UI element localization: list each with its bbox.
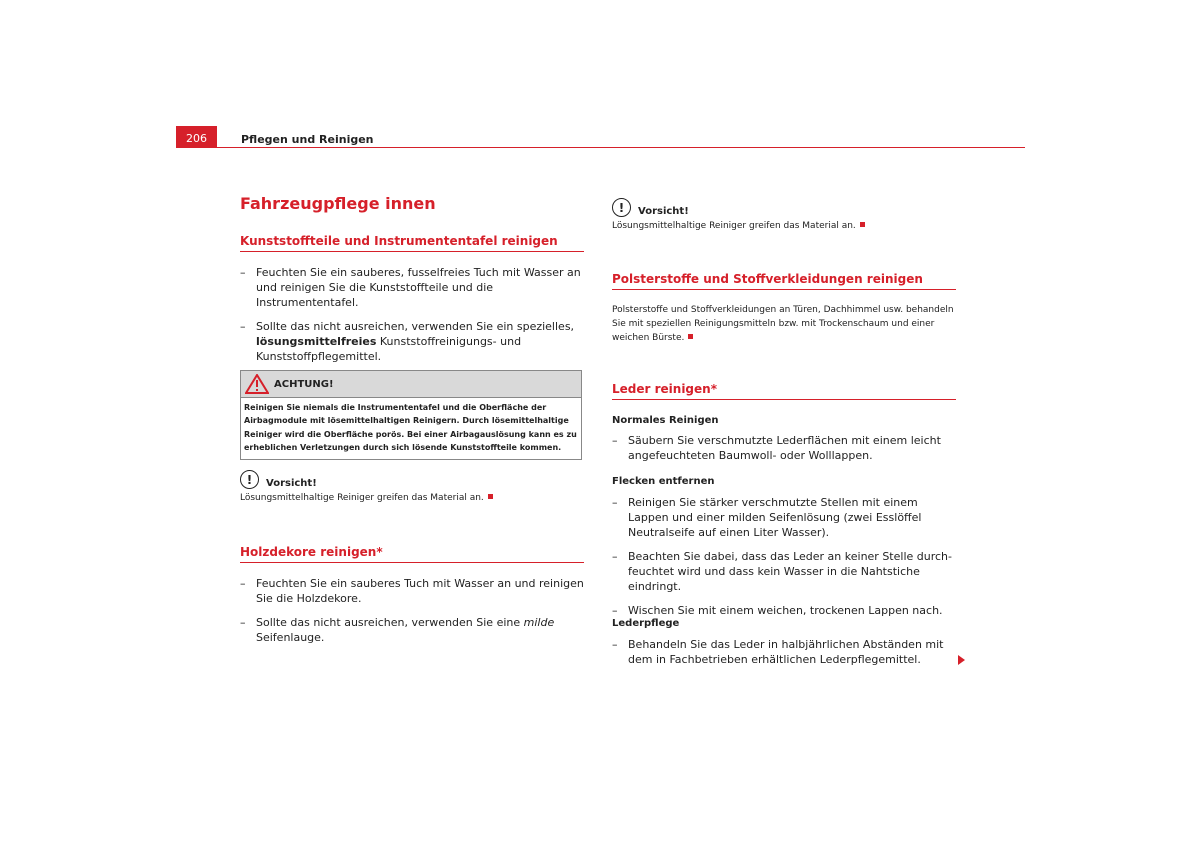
- end-square-icon: [488, 494, 493, 499]
- warning-label: ACHTUNG!: [274, 378, 334, 390]
- list-dash: –: [240, 320, 246, 333]
- running-title: Pflegen und Reinigen: [241, 133, 374, 146]
- subheading-normal: Normales Reinigen: [612, 415, 719, 426]
- caution-text-line: [240, 491, 584, 505]
- list-dash: –: [240, 616, 246, 629]
- warning-triangle-icon: [245, 374, 269, 394]
- list-dash: –: [612, 638, 618, 651]
- list-item-text: Sollte das nicht ausreichen, verwenden Sie eine: [256, 616, 521, 629]
- polster-text: Polsterstoffe und Stoffverkleidungen an Türen, Dachhimmel usw. behandeln Sie mit speziellen Reinigungsmitteln bzw. mit Trockenschaum und einer weichen Bürste.: [612, 305, 954, 343]
- list-dash: –: [240, 266, 246, 279]
- list-item-text: Feuchten Sie ein sauberes Tuch mit Wasser an und reinigen Sie die Holzdekore.: [256, 577, 584, 605]
- holz-list: [240, 576, 584, 645]
- list-dash: –: [612, 604, 618, 617]
- section-title-kunststoff: Kunststoffteile und Instrumententafel reinigen: [240, 234, 584, 252]
- list-item-text: Kunststoffreinigungs- und Kunststoffpflegemittel.: [256, 335, 522, 363]
- exclamation-circle-icon: !: [240, 470, 259, 489]
- list-item: [240, 576, 584, 606]
- caution-header: [612, 198, 956, 217]
- list-item: [612, 549, 956, 594]
- warning-text: Reinigen Sie niemals die Instrumententafel und die Oberfläche der Airbagmodule mit lösemittelhaltigen Reinigern. Durch lösemittelhaltige Reiniger wird die Oberfläche porös. Bei einer Airbagauslösung kann es zu erheblichen Verletzungen durch sich lösende Kunststoffteile kommen.: [244, 403, 577, 453]
- caution-label: Vorsicht!: [638, 206, 689, 217]
- section-title-holz: Holzdekore reinigen*: [240, 545, 584, 563]
- pflege-list: [612, 637, 956, 667]
- warning-box: [240, 370, 582, 460]
- list-item: [612, 495, 956, 540]
- list-item-text: Wischen Sie mit einem weichen, trockenen Lappen nach.: [628, 604, 943, 617]
- list-item: [612, 433, 956, 463]
- end-square-icon: [688, 334, 693, 339]
- section-title-polster: Polsterstoffe und Stoffverkleidungen reinigen: [612, 272, 956, 290]
- list-dash: –: [612, 434, 618, 447]
- flecken-list: [612, 495, 956, 618]
- next-page-arrow-icon: [958, 655, 965, 665]
- list-item-text: Behandeln Sie das Leder in halbjährlichen Abständen mit dem in Fachbetrieben erhältlichen Lederpflegemittel.: [628, 638, 944, 666]
- list-item-text: Reinigen Sie stärker verschmutzte Stellen mit einem Lappen und einer milden Seifenlösung (zwei Esslöffel Neutralseife auf einen Liter Wasser).: [628, 496, 922, 539]
- main-title: Fahrzeugpflege innen: [240, 194, 436, 213]
- caution-label: Vorsicht!: [266, 478, 317, 489]
- list-item: [240, 319, 584, 364]
- kunststoff-list: [240, 265, 584, 364]
- list-item-text: Säubern Sie verschmutzte Lederflächen mit einem leicht angefeuchteten Baumwoll- oder Wolllappen.: [628, 434, 941, 462]
- exclamation-circle-icon: !: [612, 198, 631, 217]
- caution-text-line: [612, 219, 956, 233]
- list-item-text: Sollte das nicht ausreichen, verwenden Sie ein spezielles,: [256, 320, 575, 333]
- list-item: [612, 637, 956, 667]
- list-item-text: Feuchten Sie ein sauberes, fusselfreies Tuch mit Wasser an und reinigen Sie die Kunststoffteile und die Instrumententafel.: [256, 266, 581, 309]
- subheading-flecken: Flecken entfernen: [612, 476, 715, 487]
- list-item: [612, 603, 956, 618]
- caution-block-left: [240, 470, 584, 505]
- subheading-pflege: Lederpflege: [612, 618, 680, 629]
- list-dash: –: [612, 496, 618, 509]
- section-title-leder: Leder reinigen*: [612, 382, 956, 400]
- normal-list: [612, 433, 956, 463]
- warning-header: [241, 371, 581, 398]
- list-item: [240, 265, 584, 310]
- polster-paragraph: [612, 303, 956, 345]
- list-item-text: Beachten Sie dabei, dass das Leder an keiner Stelle durchfeuchtet wird und dass kein Wasser in die Nahtstiche eindringt.: [628, 550, 952, 593]
- list-item-emphasis: milde: [523, 616, 555, 629]
- end-square-icon: [860, 222, 865, 227]
- list-item: [240, 615, 584, 645]
- caution-text: Lösungsmittelhaltige Reiniger greifen das Material an.: [612, 221, 856, 231]
- caution-block-right: [612, 198, 956, 233]
- header-rule: [176, 147, 1025, 148]
- caution-text: Lösungsmittelhaltige Reiniger greifen das Material an.: [240, 493, 484, 503]
- list-dash: –: [240, 577, 246, 590]
- caution-header: [240, 470, 584, 489]
- page-number: 206: [176, 126, 217, 148]
- list-dash: –: [612, 550, 618, 563]
- list-item-bold: lösungsmittelfreies: [256, 335, 377, 348]
- list-item-text: Seifenlauge.: [256, 631, 325, 644]
